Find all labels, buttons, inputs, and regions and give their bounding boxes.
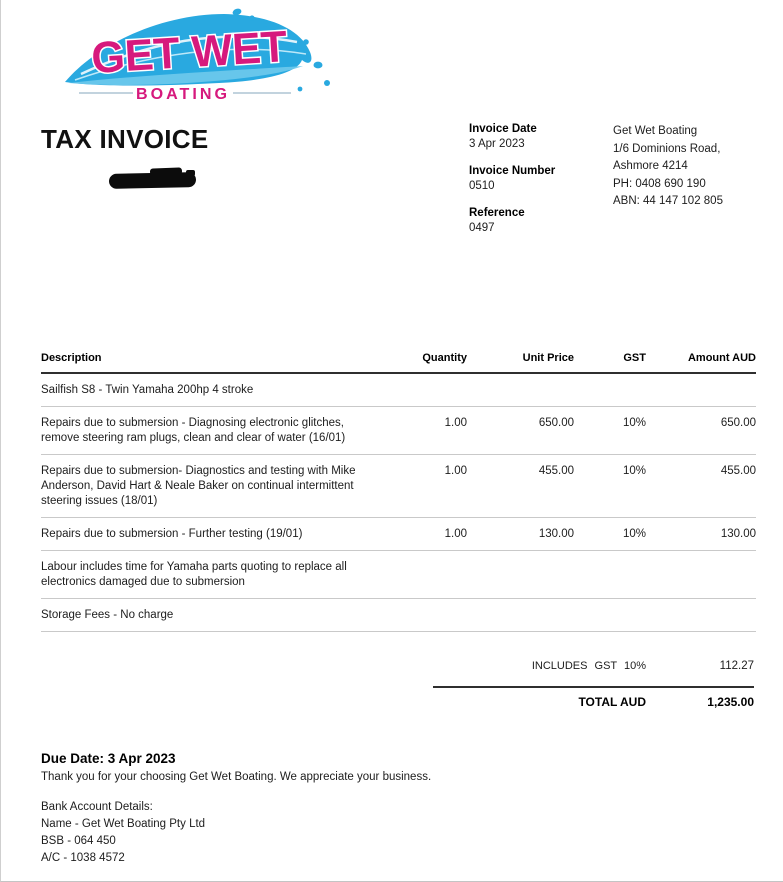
redaction-scribble-tail bbox=[186, 170, 195, 176]
company-name: Get Wet Boating bbox=[613, 125, 698, 137]
row-gst bbox=[574, 599, 646, 632]
row-unit-price bbox=[467, 599, 574, 632]
row-gst: 10% bbox=[574, 407, 646, 455]
row-amount bbox=[646, 599, 756, 632]
table-row bbox=[41, 518, 756, 551]
invoice-number-value: 0510 bbox=[469, 180, 495, 192]
invoice-footer bbox=[41, 751, 431, 867]
row-description: Repairs due to submersion - Diagnosing electronic glitches, remove steering ram plugs, clean and clear of water (16/01) bbox=[41, 417, 346, 444]
company-address-2: Ashmore 4214 bbox=[613, 160, 688, 172]
row-amount: 650.00 bbox=[646, 407, 756, 455]
includes-gst-value: 112.27 bbox=[719, 660, 754, 672]
page-title: TAX INVOICE bbox=[41, 124, 209, 154]
row-quantity bbox=[371, 551, 467, 599]
invoice-number-label: Invoice Number bbox=[469, 165, 556, 177]
table-row bbox=[41, 455, 756, 518]
reference-value: 0497 bbox=[469, 222, 495, 234]
row-quantity: 1.00 bbox=[371, 518, 467, 551]
row-unit-price bbox=[467, 551, 574, 599]
invoice-meta bbox=[469, 122, 555, 248]
bank-account-number: A/C - 1038 4572 bbox=[41, 852, 125, 864]
col-header-quantity: Quantity bbox=[371, 346, 467, 373]
bank-details-title: Bank Account Details: bbox=[41, 801, 153, 813]
row-gst: 10% bbox=[574, 455, 646, 518]
logo-text-boating: BOATING bbox=[136, 86, 230, 103]
row-gst bbox=[574, 373, 646, 407]
total-divider-line bbox=[433, 686, 754, 688]
col-header-description: Description bbox=[41, 346, 371, 373]
logo-text-getwet: GET WET bbox=[89, 21, 294, 83]
row-description: Storage Fees - No charge bbox=[41, 609, 174, 621]
reference-label: Reference bbox=[469, 207, 525, 219]
company-abn: ABN: 44 147 102 805 bbox=[613, 195, 723, 207]
invoice-date-value: 3 Apr 2023 bbox=[469, 138, 525, 150]
total-aud-label: TOTAL AUD bbox=[578, 695, 646, 709]
table-row bbox=[41, 373, 756, 407]
total-aud-value: 1,235.00 bbox=[707, 695, 754, 709]
row-description: Labour includes time for Yamaha parts quoting to replace all electronics damaged due to submersion bbox=[41, 561, 347, 588]
get-wet-boating-logo bbox=[59, 4, 334, 109]
row-quantity: 1.00 bbox=[371, 455, 467, 518]
table-row bbox=[41, 551, 756, 599]
row-quantity bbox=[371, 373, 467, 407]
row-quantity bbox=[371, 599, 467, 632]
company-address-1: 1/6 Dominions Road, bbox=[613, 142, 721, 155]
row-unit-price: 130.00 bbox=[467, 518, 574, 551]
row-amount: 455.00 bbox=[646, 455, 756, 518]
includes-gst-label: INCLUDES GST 10% bbox=[531, 660, 646, 672]
invoice-date-pair bbox=[469, 122, 555, 152]
col-header-gst: GST bbox=[574, 346, 646, 373]
row-amount: 130.00 bbox=[646, 518, 756, 551]
company-phone: PH: 0408 690 190 bbox=[613, 177, 706, 190]
company-details bbox=[613, 123, 723, 211]
row-unit-price: 455.00 bbox=[467, 455, 574, 518]
table-header-row bbox=[41, 346, 756, 373]
total-aud-row bbox=[41, 695, 754, 711]
row-description: Repairs due to submersion - Further testing (19/01) bbox=[41, 528, 303, 540]
invoice-number-pair bbox=[469, 164, 555, 194]
bank-account-name: Name - Get Wet Boating Pty Ltd bbox=[41, 818, 206, 830]
invoice-date-label: Invoice Date bbox=[469, 123, 537, 135]
table-row bbox=[41, 599, 756, 632]
thank-you-note: Thank you for your choosing Get Wet Boating. We appreciate your business. bbox=[41, 771, 432, 783]
reference-pair bbox=[469, 206, 555, 236]
table-row bbox=[41, 407, 756, 455]
includes-gst-row bbox=[41, 660, 754, 676]
row-gst bbox=[574, 551, 646, 599]
due-date: Due Date: 3 Apr 2023 bbox=[41, 751, 176, 766]
row-unit-price bbox=[467, 373, 574, 407]
redaction-scribble-top bbox=[150, 167, 182, 175]
row-description: Repairs due to submersion- Diagnostics and testing with Mike Anderson, David Hart & Neale Baker on continual intermittent steering issues (18/01) bbox=[41, 465, 356, 507]
bank-bsb: BSB - 064 450 bbox=[41, 835, 116, 847]
row-amount bbox=[646, 551, 756, 599]
row-amount bbox=[646, 373, 756, 407]
row-description: Sailfish S8 - Twin Yamaha 200hp 4 stroke bbox=[41, 384, 254, 396]
line-items-table bbox=[41, 346, 756, 632]
row-quantity: 1.00 bbox=[371, 407, 467, 455]
col-header-unit-price: Unit Price bbox=[467, 346, 574, 373]
col-header-amount: Amount AUD bbox=[646, 346, 756, 373]
row-unit-price: 650.00 bbox=[467, 407, 574, 455]
row-gst: 10% bbox=[574, 518, 646, 551]
